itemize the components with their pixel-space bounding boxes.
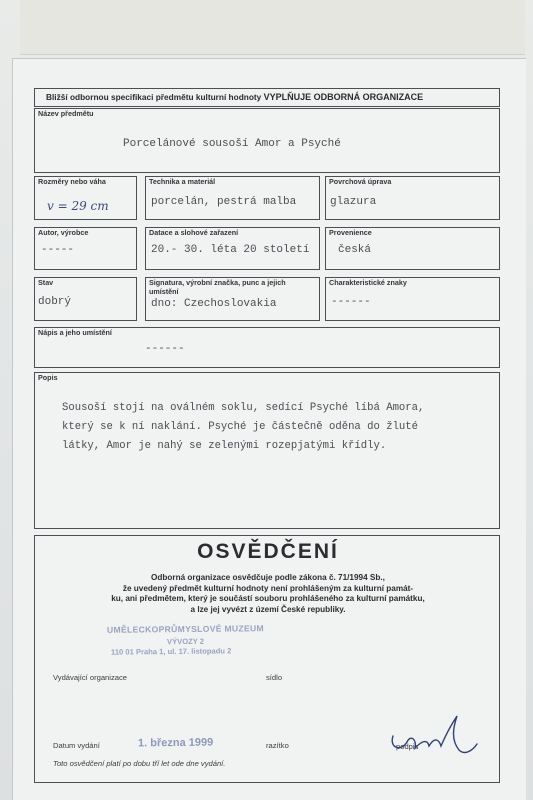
field-value: v = 29 cm [47,199,109,213]
field-label: Autor, výrobce [38,228,89,237]
field-value: dobrý [38,296,72,308]
field-rozmery [34,176,137,220]
field-value: ----- [41,244,75,256]
field-value: glazura [330,196,377,208]
field-datace [145,227,320,270]
date-label: Datum vydání [53,741,100,750]
certificate-title: OSVĚDČENÍ [197,540,339,563]
field-technika [145,176,320,220]
certificate-line: a lze jej vyvézt z území České republiky. [190,604,346,614]
institution-stamp-line: 110 01 Praha 1, ul. 17. listopadu 2 [110,646,232,657]
institution-stamp-line: UMĚLECKOPRŮMYSLOVÉ MUZEUM [106,623,265,635]
field-signatura [145,277,320,321]
field-label: Rozměry nebo váha [38,177,106,186]
field-znaky [325,277,500,321]
institution-stamp-line: VÝVOZY 2 [166,636,205,647]
field-value: ------ [331,296,371,308]
certificate-line: Odborná organizace osvědčuje podle zákona č. 71/1994 Sb., [151,573,385,582]
field-label: Signatura, výrobní značka, punc a jejich [149,278,286,287]
signature-label: podpis [396,742,419,751]
field-label: Popis [38,373,58,382]
description-line: který se k ní naklání. Psyché je částečně oděna do žluté [62,421,419,433]
stamp-label: razítko [266,741,289,750]
field-value: Porcelánové sousoší Amor a Psyché [123,138,341,150]
seat-label: sídlo [266,673,283,682]
validity-note: Toto osvědčení platí po dobu tří let ode dne vydání. [53,759,226,768]
field-label: Povrchová úprava [329,177,392,186]
field-nazev [34,108,500,173]
header-caps: VYPLŇUJE ODBORNÁ ORGANIZACE [263,92,424,102]
field-value: ------ [145,343,185,355]
description-line: Sousoší stojí na oválném soklu, sedící Psyché líbá Amora, [62,402,425,414]
header-text: Bližší odbornou specifikaci předmětu kulturní hodnoty [46,92,262,102]
field-value: porcelán, pestrá malba [151,196,297,208]
certificate-box [34,535,500,783]
field-label: Nápis a jeho umístění [38,328,112,337]
field-value: dno: Czechoslovakia [151,298,277,310]
field-label: Stav [38,278,54,287]
field-label: Název předmětu [38,109,94,118]
form-header [34,88,500,107]
description-line: látky, Amor je nahý se zelenými rozepjatými křídly. [62,440,387,452]
field-uprava [325,176,500,220]
field-label: Provenience [329,228,372,237]
field-value: 20.- 30. léta 20 století [151,244,310,256]
field-stav [34,277,137,321]
certificate-body [35,573,501,615]
field-provenience [325,227,500,270]
field-label: Technika a materiál [149,177,216,186]
field-label: Datace a slohové zařazení [149,228,239,237]
certificate-line: že uvedený předmět kulturní hodnoty není prohlášeným za kulturní památ- [122,583,414,593]
field-autor [34,227,137,270]
certificate-line: ku, ani předmětem, který je součástí souboru prohlášeného za kulturní památku, [111,594,425,604]
description-text [62,399,482,456]
field-label: Charakteristické znaky [329,278,407,287]
signature-image [383,712,483,758]
issuer-label: Vydávající organizace [53,673,128,682]
field-value: česká [338,244,372,256]
sheet-edge [20,0,525,55]
field-label-line2: umístění [149,287,179,296]
date-stamp: 1. března 1999 [137,736,214,750]
field-napis [34,327,500,368]
signature-stroke [392,716,477,752]
